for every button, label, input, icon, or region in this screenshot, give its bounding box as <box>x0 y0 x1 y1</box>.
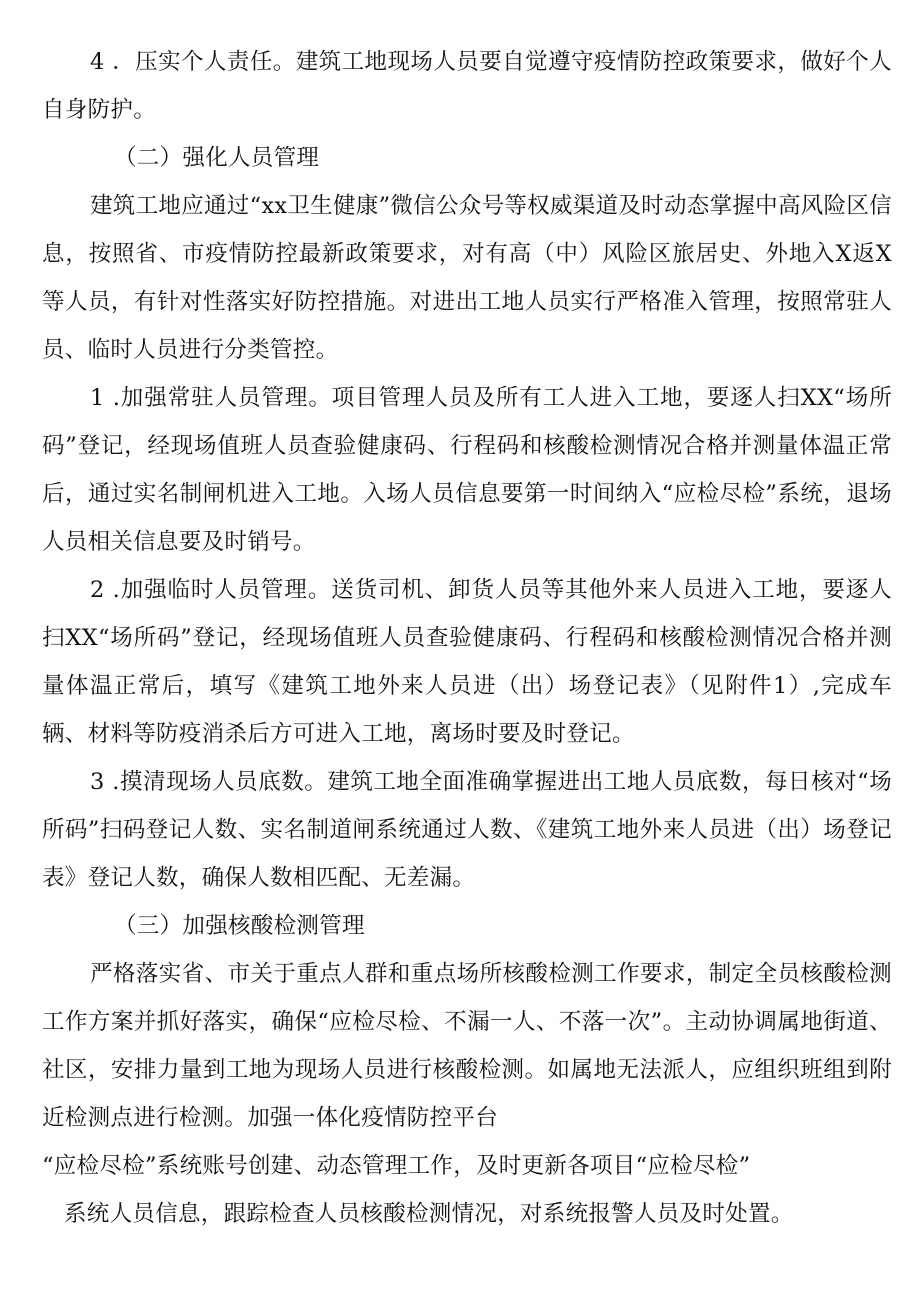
heading-nucleic-acid-testing: （三）加强核酸检测管理 <box>114 913 365 939</box>
line-system-info: 系统人员信息，跟踪检查人员核酸检测情况，对系统报警人员及时处置。 <box>64 1201 794 1227</box>
line-system-account: “应检尽检”系统账号创建、动态管理工作，及时更新各项目“应检尽检” <box>42 1153 751 1179</box>
paragraph-personal-responsibility: 4 ．压实个人责任。建筑工地现场人员要自觉遵守疫情防控政策要求，做好个人自身防护。 <box>42 49 892 123</box>
heading-personnel-management: （二）强化人员管理 <box>114 145 320 171</box>
paragraph-resident-staff: 1 .加强常驻人员管理。项目管理人员及所有工人进入工地，要逐人扫XX“场所码”登记，经现场值班人员查验健康码、行程码和核酸检测情况合格并测量体温正常后，通过实名制闸机进入工地。入场人员信息要第一时间纳入“应检尽检”系统，退场人员相关信息要及时销号。 <box>42 385 892 555</box>
paragraph-headcount: 3 .摸清现场人员底数。建筑工地全面准确掌握进出工地人员底数，每日核对“场所码”扫码登记人数、实名制道闸系统通过人数、《建筑工地外来人员进（出）场登记表》登记人数，确保人数相匹配、无差漏。 <box>42 769 892 891</box>
paragraph-nucleic-acid-testing: 严格落实省、市关于重点人群和重点场所核酸检测工作要求，制定全员核酸检测工作方案并抓好落实，确保“应检尽检、不漏一人、不落一次”。主动协调属地街道、社区，安排力量到工地为现场人员进行核酸检测。如属地无法派人，应组织班组到附近检测点进行检测。加强一体化疫情防控平台 <box>42 961 892 1131</box>
paragraph-personnel-management: 建筑工地应通过“xx卫生健康”微信公众号等权威渠道及时动态掌握中高风险区信息，按照省、市疫情防控最新政策要求，对有高（中）风险区旅居史、外地入X返X等人员，有针对性落实好防控措施。对进出工地人员实行严格准入管理，按照常驻人员、临时人员进行分类管控。 <box>42 193 892 363</box>
paragraph-temporary-staff: 2 .加强临时人员管理。送货司机、卸货人员等其他外来人员进入工地，要逐人扫XX“场所码”登记，经现场值班人员查验健康码、行程码和核酸检测情况合格并测量体温正常后，填写《建筑工地外来人员进（出）场登记表》（见附件1）,完成车辆、材料等防疫消杀后方可进入工地，离场时要及时登记。 <box>42 577 892 747</box>
